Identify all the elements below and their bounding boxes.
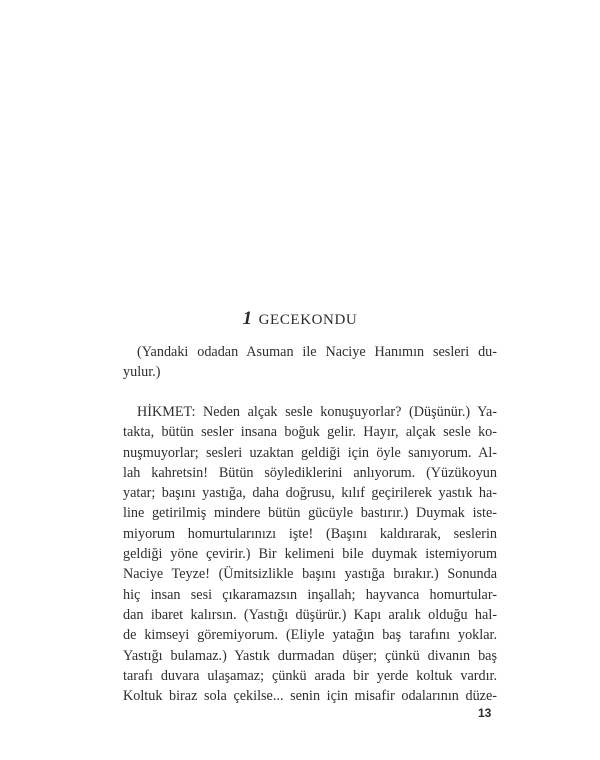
text-line: lah kahretsin! Bütün söylediklerini anlıyorum. (Yüzükoyun	[123, 464, 497, 481]
text-line: yulur.)	[123, 364, 161, 381]
text-line: line getirilmiş mindere bütün gücüyle bastırır.) Duymak iste-	[123, 505, 497, 522]
chapter-heading	[0, 308, 600, 330]
text-line: tarafı duvara ulaşamaz; çünkü arada bir yerde koltuk vardır.	[123, 667, 497, 684]
text-line: miyorum homurtularınızı işte! (Başını kaldırarak, seslerin	[123, 525, 497, 542]
text-line: yatar; başını yastığa, daha doğrusu, kılıf geçirilerek yastık ha-	[123, 485, 497, 502]
text-line: dan ibaret kalırsın. (Yastığı düşürür.) Kapı aralık olduğu hal-	[123, 606, 497, 623]
stage-direction-paragraph	[123, 342, 497, 383]
text-line: takta, bütün sesler insana boğuk gelir. Hayır, alçak sesle ko-	[123, 424, 497, 441]
text-line: Naciye Teyze! (Ümitsizlikle başını yastığa bırakır.) Sonunda	[123, 566, 497, 583]
chapter-title: GECEKONDU	[258, 312, 358, 328]
page-number: 13	[478, 706, 492, 720]
text-line: Koltuk biraz sola çekilse... senin için misafir odalarının düze-	[123, 688, 497, 705]
text-line: hiç insan sesi çıkaramazsın inşallah; hayvanca homurtular-	[123, 586, 497, 603]
text-line: de kimseyi göremiyorum. (Eliyle yatağın baş tarafını yoklar.	[123, 627, 497, 644]
text-line: geldiği yöne çevirir.) Bir kelimeni bile duymak istemiyorum	[123, 546, 497, 563]
text-line: nuşmuyorlar; sesleri uzaktan geldiği için öyle sanıyorum. Al-	[123, 444, 497, 461]
dialogue-paragraph	[123, 402, 497, 706]
text-line: Yastığı bulamaz.) Yastık durmadan düşer; çünkü divanın baş	[123, 647, 497, 664]
text-line: (Yandaki odadan Asuman ile Naciye Hanımın sesleri du-	[137, 344, 497, 360]
chapter-number: 1	[242, 308, 253, 329]
text-line: HİKMET: Neden alçak sesle konuşuyorlar? (Düşünür.) Ya-	[137, 404, 497, 420]
